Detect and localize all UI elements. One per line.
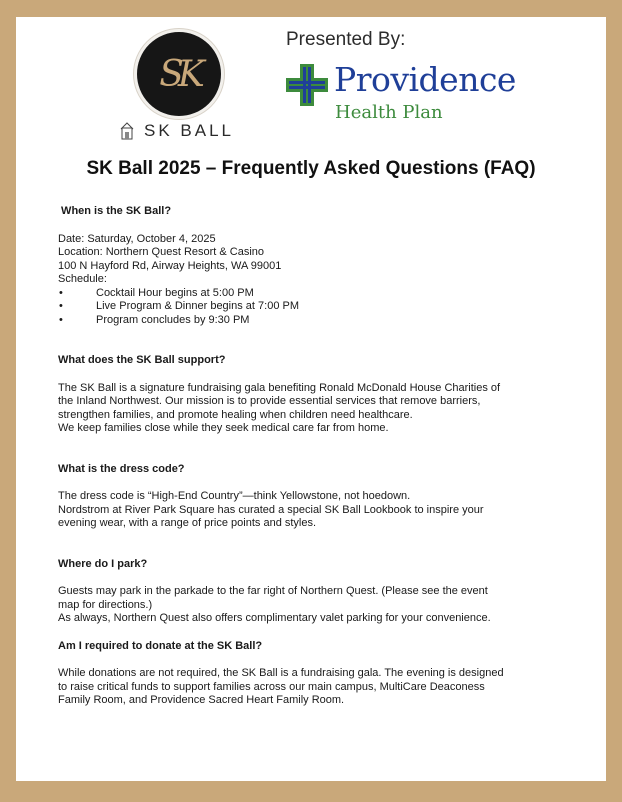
faq-content (58, 205, 578, 708)
faq-question: Am I required to donate at the SK Ball? (58, 639, 263, 652)
faq-line: Date: Saturday, October 4, 2025 (58, 232, 216, 245)
bullet-text: Live Program & Dinner begins at 7:00 PM (96, 300, 299, 312)
providence-logo (286, 62, 516, 106)
faq-line: While donations are not required, the SK Ball is a fundraising gala. The evening is designed (58, 667, 504, 679)
sk-ball-text: SK BALL (144, 121, 234, 140)
page-title: SK Ball 2025 – Frequently Asked Questions (FAQ) (86, 158, 536, 179)
faq-question: Where do I park? (58, 557, 148, 570)
sk-ball-wordmark (120, 121, 234, 141)
faq-line: to raise critical funds to support families across our main campus, MultiCare Deaconess (58, 680, 485, 693)
faq-line: The dress code is “High-End Country”—think Yellowstone, not hoedown. (58, 490, 411, 502)
faq-line: Nordstrom at River Park Square has curated a special SK Ball Lookbook to inspire your (58, 503, 484, 516)
faq-question: When is the SK Ball? (58, 205, 172, 217)
providence-subtitle: Health Plan (335, 102, 443, 123)
faq-line: As always, Northern Quest also offers complimentary valet parking for your convenience. (58, 612, 491, 624)
faq-line: evening wear, with a range of price points and styles. (58, 517, 317, 529)
faq-line: We keep families close while they seek medical care far from home. (58, 422, 389, 434)
bullet-text: Cocktail Hour begins at 5:00 PM (96, 286, 254, 299)
faq-line: Guests may park in the parkade to the far right of Northern Quest. (Please see the event (58, 585, 488, 597)
sk-monogram: SK (159, 53, 199, 95)
bullet-text: Program concludes by 9:30 PM (96, 313, 250, 326)
sk-logo-circle (134, 29, 224, 119)
faq-question: What is the dress code? (58, 462, 185, 475)
faq-line: map for directions.) (58, 598, 153, 611)
faq-question: What does the SK Ball support? (58, 354, 226, 366)
schedule-bullet: • Program concludes by 9:30 PM (59, 313, 250, 326)
schedule-bullet: • Cocktail Hour begins at 5:00 PM (59, 286, 254, 299)
rmhc-house-icon (120, 122, 134, 140)
faq-line: Location: Northern Quest Resort & Casino (58, 246, 265, 258)
sk-ball-logo (128, 25, 228, 125)
faq-line: the Inland Northwest. Our mission is to provide essential services that remove barriers, (58, 395, 481, 407)
faq-line: The SK Ball is a signature fundraising gala benefiting Ronald McDonald House Charities of (58, 381, 501, 394)
providence-cross-icon (286, 64, 328, 106)
providence-name: Providence (334, 60, 516, 99)
faq-line: strengthen families, and promote healing when children need healthcare. (58, 408, 413, 421)
faq-line: 100 N Hayford Rd, Airway Heights, WA 99001 (58, 259, 282, 272)
faq-line: Schedule: (58, 273, 107, 285)
faq-line: Family Room, and Providence Sacred Heart Family Room. (58, 694, 345, 706)
presented-by-label: Presented By: (286, 29, 406, 50)
document-page (16, 17, 606, 781)
schedule-bullet: • Live Program & Dinner begins at 7:00 PM (59, 300, 299, 312)
